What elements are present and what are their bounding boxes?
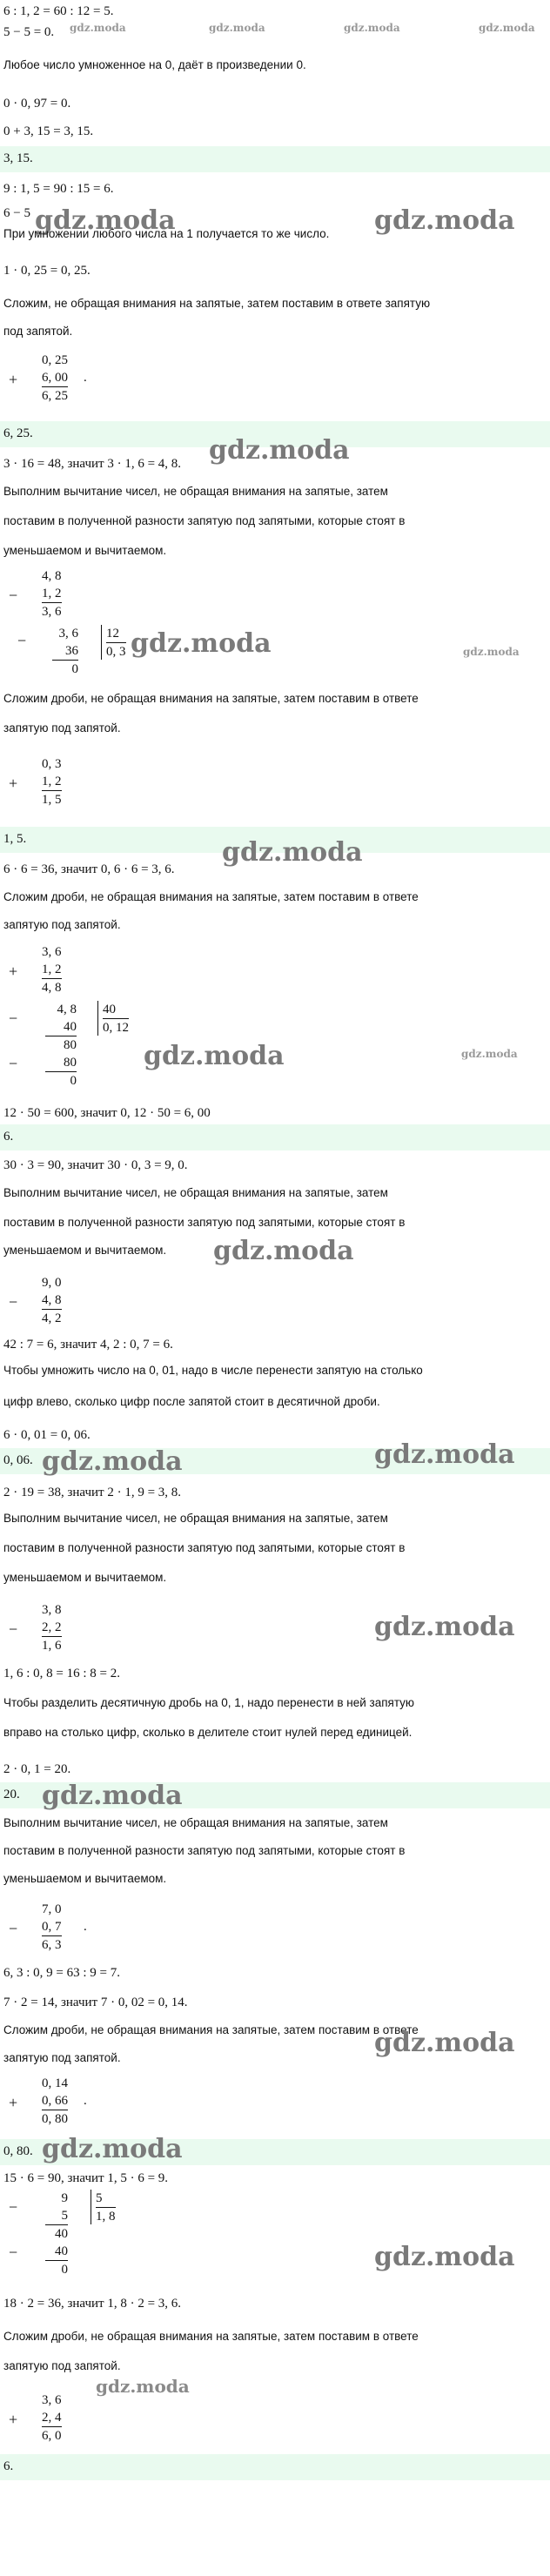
equation: 9 : 1, 5 = 90 : 15 = 6. — [3, 182, 114, 196]
explanation: При умножении любого числа на 1 получается то же число. — [3, 227, 330, 240]
watermark: gdz.moda — [463, 646, 520, 658]
equation: 7 · 2 = 14, значит 7 · 0, 02 = 0, 14. — [3, 1996, 188, 2009]
equation: 0 · 0, 97 = 0. — [3, 97, 71, 111]
column-addition: + 3, 6 2, 4 6, 0 — [9, 2393, 62, 2443]
explanation: Выполним вычитание чисел, не обращая внимания на запятые, затем — [3, 1186, 388, 1199]
answer: 3, 15. — [3, 151, 33, 165]
explanation: поставим в полученной разности запятую под запятыми, которые стоят в — [3, 514, 406, 527]
explanation: Сложим дроби, не обращая внимания на запятые, затем поставим в ответе — [3, 692, 419, 705]
answer: 0, 80. — [3, 2144, 33, 2158]
column-subtraction: − 4, 8 1, 2 3, 6 — [9, 569, 62, 619]
watermark: gdz.moda — [374, 205, 515, 236]
answer-band — [0, 1124, 550, 1150]
watermark: gdz.moda — [374, 2028, 515, 2058]
answer: 6. — [3, 1130, 14, 1144]
long-division: − − 9 5 40 40 0 5 1, 8 — [9, 2191, 116, 2277]
equation: 6 − 5 — [3, 206, 30, 220]
explanation: Любое число умноженное на 0, даёт в произведении 0. — [3, 58, 306, 71]
equation: 1 · 0, 25 = 0, 25. — [3, 264, 91, 278]
explanation: Выполним вычитание чисел, не обращая внимания на запятые, затем — [3, 1816, 388, 1829]
watermark: gdz.moda — [344, 22, 400, 34]
watermark: gdz.moda — [70, 22, 126, 34]
equation: 30 · 3 = 90, значит 30 · 0, 3 = 9, 0. — [3, 1158, 188, 1172]
answer: 6, 25. — [3, 426, 33, 440]
answer: 20. — [3, 1788, 20, 1801]
watermark: gdz.moda — [374, 2242, 515, 2272]
explanation: поставим в полученной разности запятую под запятыми, которые стоят в — [3, 1541, 406, 1554]
column-subtraction: − 3, 8 2, 2 1, 6 — [9, 1603, 62, 1653]
equation: 12 · 50 = 600, значит 0, 12 · 50 = 6, 00 — [3, 1106, 211, 1120]
answer: 1, 5. — [3, 832, 27, 846]
explanation: уменьшаемом и вычитаемом. — [3, 1571, 167, 1584]
equation: 6 : 1, 2 = 60 : 12 = 5. — [3, 4, 114, 18]
watermark: gdz.moda — [479, 22, 535, 34]
equation: 2 · 0, 1 = 20. — [3, 1762, 71, 1776]
explanation: Чтобы умножить число на 0, 01, надо в числе перенести запятую на столько — [3, 1364, 423, 1377]
watermark: gdz.moda — [131, 628, 272, 659]
column-addition: + 0, 14 0, 66 0, 80 . — [9, 2076, 87, 2126]
explanation: под запятой. — [3, 325, 73, 338]
equation: 6 · 6 = 36, значит 0, 6 · 6 = 3, 6. — [3, 862, 175, 876]
long-division: − 3, 6 36 0 12 0, 3 — [17, 627, 126, 676]
equation: 18 · 2 = 36, значит 1, 8 · 2 = 3, 6. — [3, 2297, 182, 2311]
watermark: gdz.moda — [374, 1439, 515, 1470]
watermark: gdz.moda — [42, 1446, 183, 1477]
explanation: запятую под запятой. — [3, 721, 121, 735]
equation: 15 · 6 = 90, значит 1, 5 · 6 = 9. — [3, 2171, 169, 2185]
watermark: gdz.moda — [209, 22, 265, 34]
watermark: gdz.moda — [42, 1781, 183, 1811]
equation: 6 · 0, 01 = 0, 06. — [3, 1428, 91, 1442]
explanation: запятую под запятой. — [3, 2359, 121, 2372]
watermark: gdz.moda — [213, 1236, 354, 1266]
explanation: Сложим дроби, не обращая внимания на запятые, затем поставим в ответе — [3, 2023, 419, 2036]
explanation: поставим в полученной разности запятую под запятыми, которые стоят в — [3, 1844, 406, 1857]
column-subtraction: − 7, 0 0, 7 6, 3 . — [9, 1902, 87, 1952]
answer-band — [0, 146, 550, 172]
explanation: уменьшаемом и вычитаемом. — [3, 544, 167, 557]
explanation: уменьшаемом и вычитаемом. — [3, 1244, 167, 1257]
equation: 1, 6 : 0, 8 = 16 : 8 = 2. — [3, 1667, 121, 1680]
explanation: уменьшаемом и вычитаемом. — [3, 1872, 167, 1885]
explanation: запятую под запятой. — [3, 2051, 121, 2064]
explanation: запятую под запятой. — [3, 918, 121, 931]
column-addition: + 0, 25 6, 00 6, 25 . — [9, 353, 87, 403]
answer-band — [0, 2454, 550, 2480]
explanation: вправо на столько цифр, сколько в делителе стоит нулей перед единицей. — [3, 1726, 412, 1739]
answer: 6. — [3, 2459, 14, 2473]
watermark: gdz.moda — [42, 2134, 183, 2164]
explanation: Выполним вычитание чисел, не обращая внимания на запятые, затем — [3, 1512, 388, 1525]
watermark: gdz.moda — [35, 205, 176, 236]
watermark: gdz.moda — [96, 2376, 190, 2397]
column-subtraction: − 9, 0 4, 8 4, 2 — [9, 1276, 62, 1325]
watermark: gdz.moda — [461, 1048, 518, 1060]
equation: 2 · 19 = 38, значит 2 · 1, 9 = 3, 8. — [3, 1486, 182, 1499]
explanation: Сложим, не обращая внимания на запятые, затем поставим в ответе запятую — [3, 297, 431, 310]
long-division: − − 4, 8 40 80 80 0 40 0, 12 — [9, 1003, 129, 1088]
answer: 0, 06. — [3, 1453, 33, 1467]
explanation: цифр влево, сколько цифр после запятой стоит в десятичной дроби. — [3, 1395, 380, 1408]
equation: 3 · 16 = 48, значит 3 · 1, 6 = 4, 8. — [3, 457, 182, 471]
equation: 42 : 7 = 6, значит 4, 2 : 0, 7 = 6. — [3, 1338, 173, 1352]
explanation: Выполним вычитание чисел, не обращая внимания на запятые, затем — [3, 485, 388, 498]
equation: 6, 3 : 0, 9 = 63 : 9 = 7. — [3, 1966, 121, 1980]
watermark: gdz.moda — [209, 435, 350, 466]
column-addition: + 3, 6 1, 2 4, 8 — [9, 945, 62, 995]
watermark: gdz.moda — [374, 1612, 515, 1642]
equation: 0 + 3, 15 = 3, 15. — [3, 124, 94, 138]
explanation: Сложим дроби, не обращая внимания на запятые, затем поставим в ответе — [3, 890, 419, 903]
explanation: Сложим дроби, не обращая внимания на запятые, затем поставим в ответе — [3, 2330, 419, 2343]
watermark: gdz.moda — [144, 1041, 285, 1071]
column-addition: + 0, 3 1, 2 1, 5 — [9, 757, 62, 807]
equation: 5 − 5 = 0. — [3, 25, 55, 39]
explanation: Чтобы разделить десятичную дробь на 0, 1, надо перенести в ней запятую — [3, 1696, 415, 1709]
explanation: поставим в полученной разности запятую под запятыми, которые стоят в — [3, 1216, 406, 1229]
watermark: gdz.moda — [222, 837, 363, 868]
